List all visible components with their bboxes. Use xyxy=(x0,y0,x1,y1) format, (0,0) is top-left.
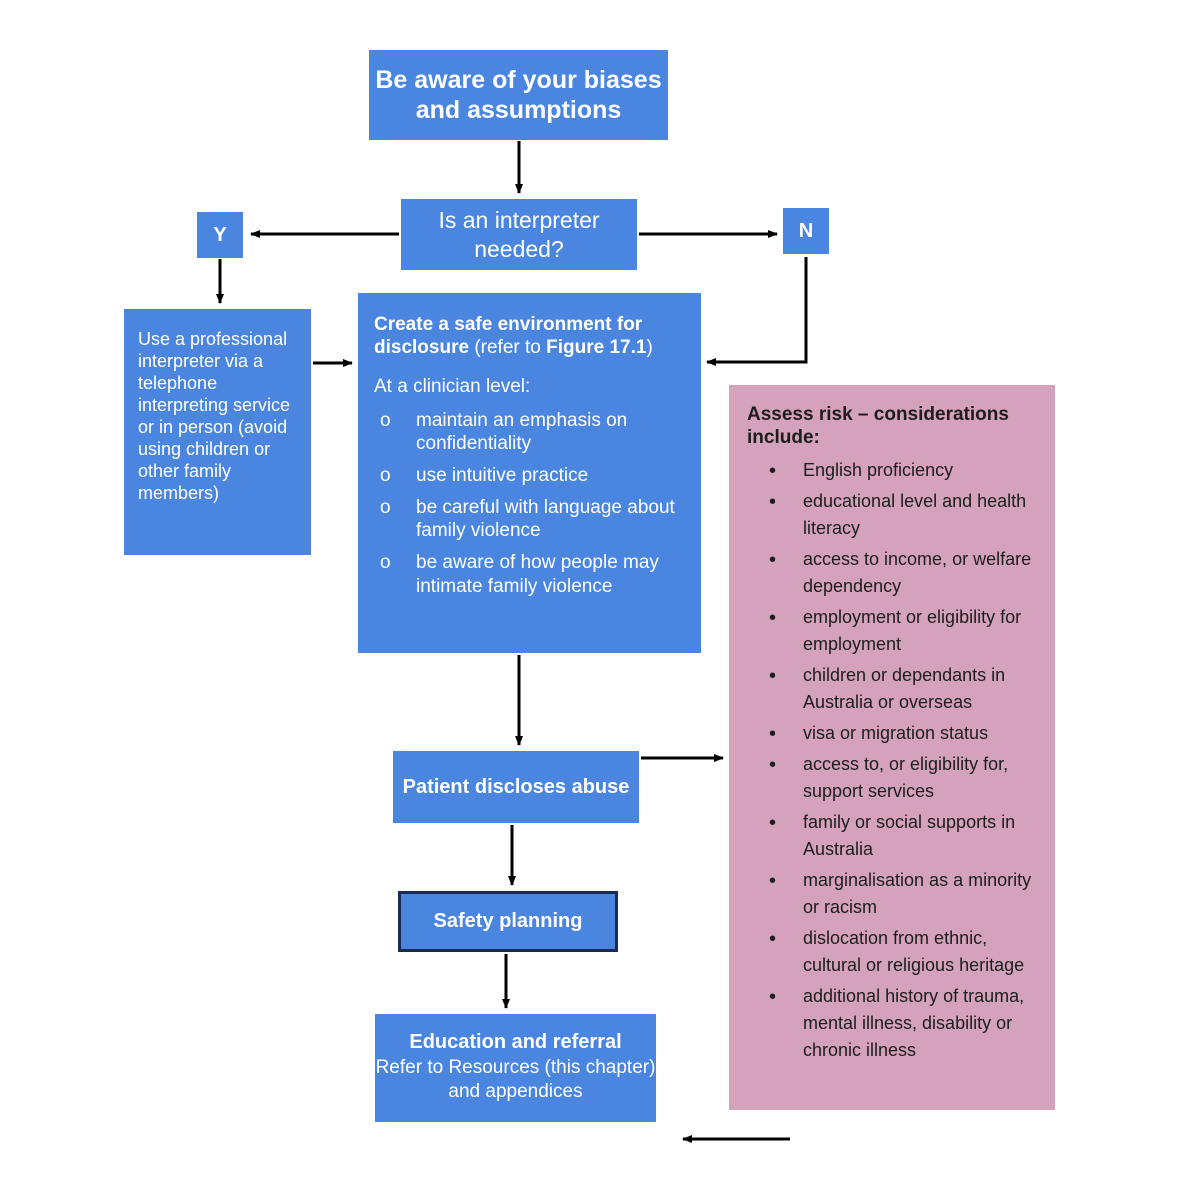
list-marker: o xyxy=(380,552,391,574)
list-item-label: be aware of how people may intimate family violence xyxy=(416,552,659,597)
list-item-label: dislocation from ethnic, cultural or religious heritage xyxy=(803,928,1025,976)
node-be-aware-of-biases xyxy=(369,50,668,140)
list-item xyxy=(374,409,687,455)
node-decision-yes-label: Y xyxy=(213,223,227,246)
node-be-aware-of-biases-label: Be aware of your biases and assumptions xyxy=(375,65,662,124)
node-patient-discloses-abuse-label: Patient discloses abuse xyxy=(402,775,630,798)
list-marker: o xyxy=(380,497,391,519)
node-professional-interpreter-label: Use a professional interpreter via a telephone interpreting service or in person (avoid using children or other family members) xyxy=(138,329,291,503)
list-item-label: visa or migration status xyxy=(803,723,989,744)
list-item-label: be careful with language about family violence xyxy=(416,497,675,542)
list-marker: • xyxy=(769,812,777,835)
list-item-label: access to income, or welfare dependency xyxy=(803,549,1032,597)
list-item-label: use intuitive practice xyxy=(416,464,589,486)
list-marker: • xyxy=(769,549,777,572)
list-marker: • xyxy=(769,665,777,688)
list-item-label: maintain an emphasis on confidentiality xyxy=(416,409,628,454)
list-marker: • xyxy=(769,491,777,514)
node-education-and-referral-title: Education and referral xyxy=(409,1031,622,1053)
list-marker: • xyxy=(769,607,777,630)
node-interpreter-question xyxy=(401,199,637,270)
node-decision-yes xyxy=(197,212,243,258)
list-item-label: English proficiency xyxy=(803,460,954,481)
node-safe-environment-list xyxy=(374,409,687,598)
list-item xyxy=(747,983,1041,1064)
list-item-label: access to, or eligibility for, support services xyxy=(803,754,1009,802)
list-marker: • xyxy=(769,723,777,746)
list-item xyxy=(747,662,1041,716)
node-professional-interpreter xyxy=(124,309,311,555)
list-item-label: children or dependants in Australia or overseas xyxy=(803,665,1006,713)
node-assess-risk-list xyxy=(747,457,1041,1064)
node-safety-planning xyxy=(398,891,618,952)
list-item xyxy=(374,551,687,597)
node-safe-environment-heading-bold: Create a safe environment for disclosure xyxy=(374,314,643,359)
node-patient-discloses-abuse xyxy=(393,751,639,823)
list-item-label: employment or eligibility for employment xyxy=(803,607,1022,655)
list-marker: • xyxy=(769,754,777,777)
list-item xyxy=(747,925,1041,979)
node-education-and-referral-detail: Refer to Resources (this chapter) and appendices xyxy=(375,1057,656,1102)
list-item xyxy=(747,720,1041,747)
node-safe-environment-figure-ref: Figure 17.1 xyxy=(546,337,647,359)
node-safe-environment-heading-rest2: ) xyxy=(646,337,653,359)
list-item xyxy=(374,496,687,542)
list-item xyxy=(747,488,1041,542)
node-safe-environment-heading-rest: (refer to xyxy=(474,337,547,359)
list-marker: • xyxy=(769,986,777,1009)
node-assess-risk xyxy=(729,385,1055,1110)
node-safe-environment-subheading: At a clinician level: xyxy=(374,376,531,398)
list-item-label: family or social supports in Australia xyxy=(803,812,1016,860)
list-marker: o xyxy=(380,464,391,486)
list-marker: • xyxy=(769,870,777,893)
node-decision-no-label: N xyxy=(798,219,814,242)
node-safe-environment-heading xyxy=(374,313,687,359)
list-item xyxy=(747,604,1041,658)
node-safe-environment xyxy=(358,293,701,653)
node-decision-no xyxy=(783,208,829,254)
list-item xyxy=(374,464,687,487)
list-item xyxy=(747,546,1041,600)
list-item xyxy=(747,809,1041,863)
list-item xyxy=(747,867,1041,921)
list-item-label: educational level and health literacy xyxy=(803,491,1027,539)
list-item-label: marginalisation as a minority or racism xyxy=(803,870,1032,918)
list-item xyxy=(747,751,1041,805)
node-education-and-referral xyxy=(375,1014,656,1122)
list-item xyxy=(747,457,1041,484)
list-marker: o xyxy=(380,409,391,431)
node-interpreter-question-label: Is an interpreter needed? xyxy=(438,207,600,262)
list-item-label: additional history of trauma, mental illness, disability or chronic illness xyxy=(803,986,1025,1061)
list-marker: • xyxy=(769,460,777,483)
list-marker: • xyxy=(769,928,777,951)
node-assess-risk-heading: Assess risk – considerations include: xyxy=(747,404,1009,449)
node-safety-planning-label: Safety planning xyxy=(433,910,583,933)
